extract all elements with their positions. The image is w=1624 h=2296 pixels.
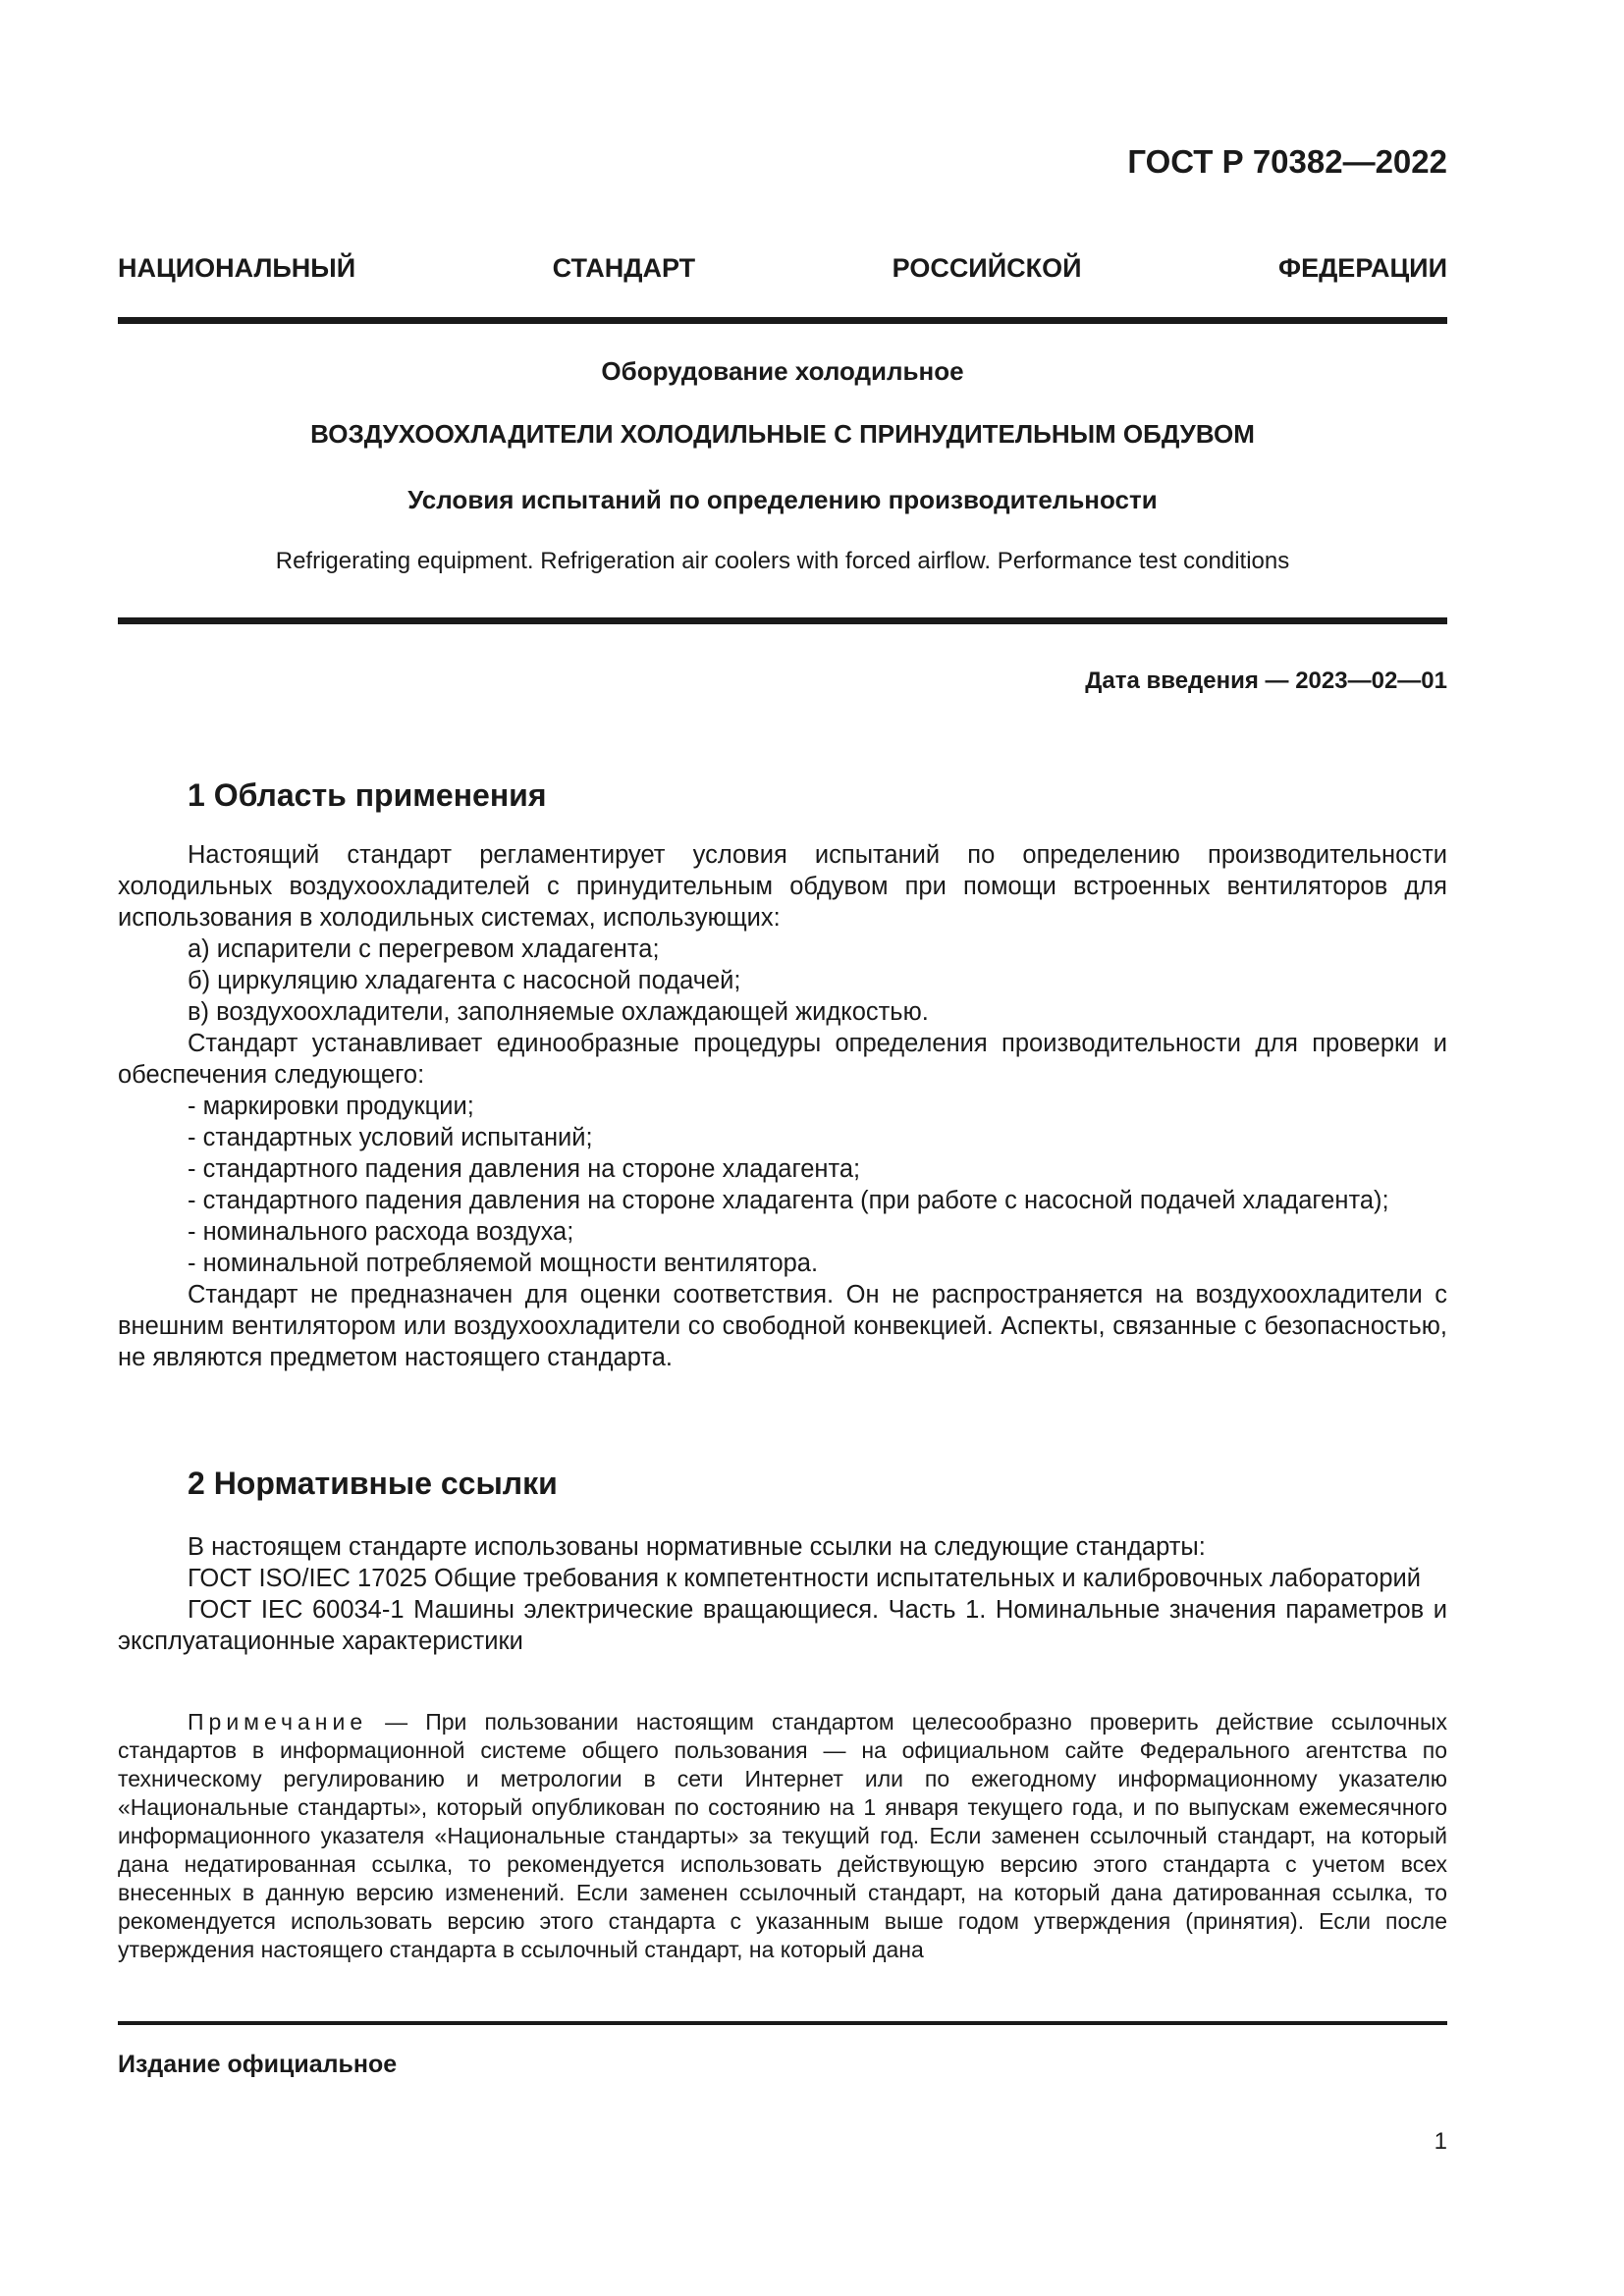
list-item: - номинального расхода воздуха; (188, 1218, 574, 1246)
list-item: - маркировки продукции; (188, 1093, 474, 1120)
list-item: - стандартных условий испытаний; (188, 1124, 593, 1151)
section-2-body (118, 1531, 1447, 1657)
english-title: Refrigerating equipment. Refrigeration air coolers with forced airflow. Performance test conditions (275, 548, 1290, 574)
footer-rule (118, 2021, 1447, 2025)
section-1-body (118, 839, 1447, 1373)
national-standard-banner: НАЦИОНАЛЬНЫЙ СТАНДАРТ РОССИЙСКОЙ ФЕДЕРАЦИИ (118, 253, 1447, 283)
section-2-heading: 2 Нормативные ссылки (188, 1466, 558, 1501)
list-item: а) испарители с перегревом хладагента; (188, 935, 660, 963)
list-item: в) воздухоохладители, заполняемые охлаждающей жидкостью. (188, 998, 929, 1026)
note-paragraph (118, 1708, 1447, 1964)
paragraph: В настоящем стандарте использованы нормативные ссылки на следующие стандарты: (188, 1533, 1206, 1561)
paragraph: Стандарт устанавливает единообразные процедуры определения производительности для проверки и обеспечения следующего: (118, 1030, 1447, 1089)
list-item: б) циркуляцию хладагента с насосной подачей; (188, 967, 741, 994)
title-line-2: ВОЗДУХООХЛАДИТЕЛИ ХОЛОДИЛЬНЫЕ С ПРИНУДИТЕЛЬНЫМ ОБДУВОМ (310, 419, 1255, 449)
list-item: - стандартного падения давления на стороне хладагента (при работе с насосной подачей хладагента); (188, 1187, 1389, 1214)
note-label: Примечание (188, 1709, 368, 1735)
official-edition-label: Издание официальное (118, 2051, 398, 2078)
top-rule (118, 317, 1447, 324)
title-line-1: Оборудование холодильное (601, 356, 964, 386)
reference-item: ГОСТ ISO/IEC 17025 Общие требования к компетентности испытательных и калибровочных лабораторий (188, 1565, 1421, 1592)
reference-item: ГОСТ IEC 60034-1 Машины электрические вращающиеся. Часть 1. Номинальные значения параметров и эксплуатационные характеристики (118, 1596, 1447, 1655)
paragraph: Настоящий стандарт регламентирует условия испытаний по определению производительности холодильных воздухоохладителей с принудительным обдувом при помощи встроенных вентиляторов для использования в холодильных системах, использующих: (118, 841, 1447, 932)
title-line-3: Условия испытаний по определению производительности (407, 485, 1158, 514)
section-1-heading: 1 Область применения (188, 777, 547, 813)
document-number: ГОСТ Р 70382—2022 (1127, 143, 1447, 180)
list-item: - номинальной потребляемой мощности вентилятора. (188, 1250, 819, 1277)
page-number: 1 (1434, 2128, 1447, 2155)
title-bottom-rule (118, 617, 1447, 624)
note-text: — При пользовании настоящим стандартом целесообразно проверить действие ссылочных стандартов в информационной системе общего пользования — на официальном сайте Федерального агентства по техническому регулированию и метрологии в сети Интернет или по ежегодному информационному указателю «Национальные стандарты», который опубликован по состоянию на 1 января текущего года, и по выпускам ежемесячного информационного указателя «Национальные стандарты» за текущий год. Если заменен ссылочный стандарт, на который дана недатированная ссылка, то рекомендуется использовать действующую версию этого стандарта с учетом всех внесенных в данную версию изменений. Если заменен ссылочный стандарт, на который дана датированная ссылка, то рекомендуется использовать версию этого стандарта с указанным выше годом утверждения (принятия). Если после утверждения настоящего стандарта в ссылочный стандарт, на который дана (118, 1709, 1447, 1962)
paragraph: Стандарт не предназначен для оценки соответствия. Он не распространяется на воздухоохладители с внешним вентилятором или воздухоохладители со свободной конвекцией. Аспекты, связанные с безопасностью, не являются предметом настоящего стандарта. (118, 1281, 1447, 1371)
introduction-date: Дата введения — 2023—02—01 (1085, 667, 1447, 694)
list-item: - стандартного падения давления на стороне хладагента; (188, 1155, 861, 1183)
